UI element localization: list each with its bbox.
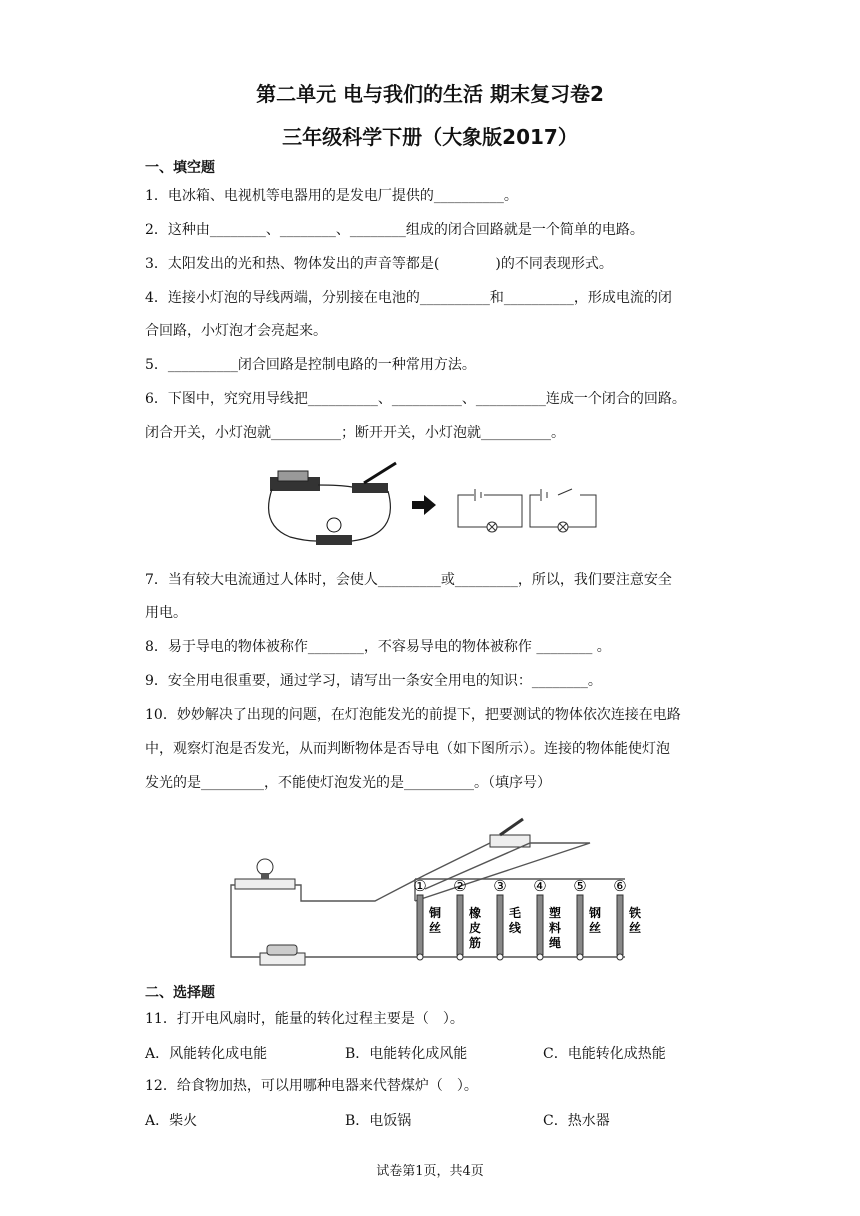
section-fill-heading: 一、填空题 bbox=[145, 160, 215, 176]
rod-material-label: 绳 bbox=[548, 936, 562, 950]
page-footer: 试卷第1页，共4页 bbox=[376, 1164, 484, 1179]
question-9: 9．安全用电很重要，通过学习，请写出一条安全用电的知识：________。 bbox=[145, 673, 602, 689]
rod-material-label: 毛 bbox=[508, 906, 522, 920]
arrow-right-icon bbox=[412, 495, 436, 515]
rod-material-label: 丝 bbox=[588, 921, 602, 935]
rod-material-label: 丝 bbox=[628, 921, 642, 935]
question-7-line-1: 7．当有较大电流通过人体时，会使人_________或_________，所以，我们要注意安全 bbox=[145, 572, 672, 588]
question-12: 12．给食物加热，可以用哪种电器来代替煤炉（ ）。 bbox=[145, 1078, 478, 1094]
rod-number-3: ③ bbox=[493, 877, 507, 895]
rod-material-label: 铁 bbox=[628, 906, 642, 920]
question-3: 3．太阳发出的光和热、物体发出的声音等都是( )的不同表现形式。 bbox=[145, 256, 613, 272]
rod-contact-6 bbox=[617, 954, 623, 960]
q11-option-a[interactable]: A．风能转化成电能 bbox=[145, 1046, 268, 1062]
test-rod-6 bbox=[617, 895, 623, 955]
rod-material-label: 线 bbox=[508, 921, 522, 935]
section-choice-heading: 二、选择题 bbox=[145, 985, 215, 1001]
test-rod-2 bbox=[457, 895, 463, 955]
rod-material-label: 料 bbox=[548, 921, 562, 935]
question-6-line-1: 6．下图中，究究用导线把__________、__________、__________连成一个闭合的回路。 bbox=[145, 391, 686, 407]
rod-number-6: ⑥ bbox=[613, 877, 627, 895]
question-10-line-3: 发光的是_________，不能使灯泡发光的是__________。（填序号） bbox=[145, 775, 551, 791]
rod-contact-5 bbox=[577, 954, 583, 960]
bulb-icon bbox=[316, 518, 352, 545]
rod-contact-1 bbox=[417, 954, 423, 960]
question-4-line-1: 4．连接小灯泡的导线两端，分别接在电池的__________和__________，形成电流的闭 bbox=[145, 290, 672, 306]
question-2: 2．这种由________、________、________组成的闭合回路就是一个简单的电路。 bbox=[145, 222, 644, 238]
question-7-line-2: 用电。 bbox=[145, 605, 187, 621]
rod-number-5: ⑤ bbox=[573, 877, 587, 895]
question-5: 5．__________闭合回路是控制电路的一种常用方法。 bbox=[145, 357, 476, 373]
q12-option-c[interactable]: C．热水器 bbox=[543, 1113, 610, 1129]
question-6-line-2: 闭合开关，小灯泡就__________；断开开关，小灯泡就__________。 bbox=[145, 425, 565, 441]
test-rods bbox=[413, 877, 641, 960]
rod-material-label: 铜 bbox=[428, 906, 442, 920]
rod-number-2: ② bbox=[453, 877, 467, 895]
test-rod-5 bbox=[577, 895, 583, 955]
page-subtitle: 三年级科学下册（大象版2017） bbox=[282, 125, 578, 149]
question-1: 1．电冰箱、电视机等电器用的是发电厂提供的__________。 bbox=[145, 188, 518, 204]
test-rod-3 bbox=[497, 895, 503, 955]
rod-material-label: 丝 bbox=[428, 921, 442, 935]
rod-number-1: ① bbox=[413, 877, 427, 895]
switch-icon-2 bbox=[490, 819, 530, 847]
circuit-figure-1 bbox=[260, 455, 600, 555]
question-11: 11．打开电风扇时，能量的转化过程主要是（ ）。 bbox=[145, 1011, 464, 1027]
test-rod-1 bbox=[417, 895, 423, 955]
rod-contact-3 bbox=[497, 954, 503, 960]
rod-contact-4 bbox=[537, 954, 543, 960]
q12-option-a[interactable]: A．柴火 bbox=[145, 1113, 198, 1129]
switch-icon bbox=[352, 463, 396, 493]
q12-option-b[interactable]: B．电饭锅 bbox=[345, 1113, 412, 1129]
question-10-line-2: 中，观察灯泡是否发光，从而判断物体是否导电（如下图所示）。连接的物体能使灯泡 bbox=[145, 741, 670, 757]
conductor-test-figure bbox=[225, 815, 645, 975]
rod-number-4: ④ bbox=[533, 877, 547, 895]
rod-material-label: 橡 bbox=[468, 906, 482, 920]
rod-material-label: 皮 bbox=[468, 921, 482, 935]
rod-contact-2 bbox=[457, 954, 463, 960]
question-10-line-1: 10．妙妙解决了出现的问题，在灯泡能发光的前提下，把要测试的物体依次连接在电路 bbox=[145, 707, 681, 723]
rod-material-label: 筋 bbox=[468, 936, 482, 950]
q11-option-c[interactable]: C．电能转化成热能 bbox=[543, 1046, 666, 1062]
schematic-closed bbox=[458, 489, 522, 532]
test-rod-4 bbox=[537, 895, 543, 955]
rod-material-label: 钢 bbox=[588, 906, 602, 920]
battery-holder-icon bbox=[270, 471, 320, 491]
battery-icon bbox=[260, 945, 305, 965]
page-title: 第二单元 电与我们的生活 期末复习卷2 bbox=[256, 82, 604, 106]
question-4-line-2: 合回路，小灯泡才会亮起来。 bbox=[145, 323, 327, 339]
schematic-open bbox=[530, 489, 596, 532]
question-8: 8．易于导电的物体被称作________，不容易导电的物体被称作 ________ 。 bbox=[145, 639, 611, 655]
bulb-board-icon bbox=[235, 859, 295, 889]
rod-material-label: 塑 bbox=[548, 906, 562, 920]
q11-option-b[interactable]: B．电能转化成风能 bbox=[345, 1046, 468, 1062]
